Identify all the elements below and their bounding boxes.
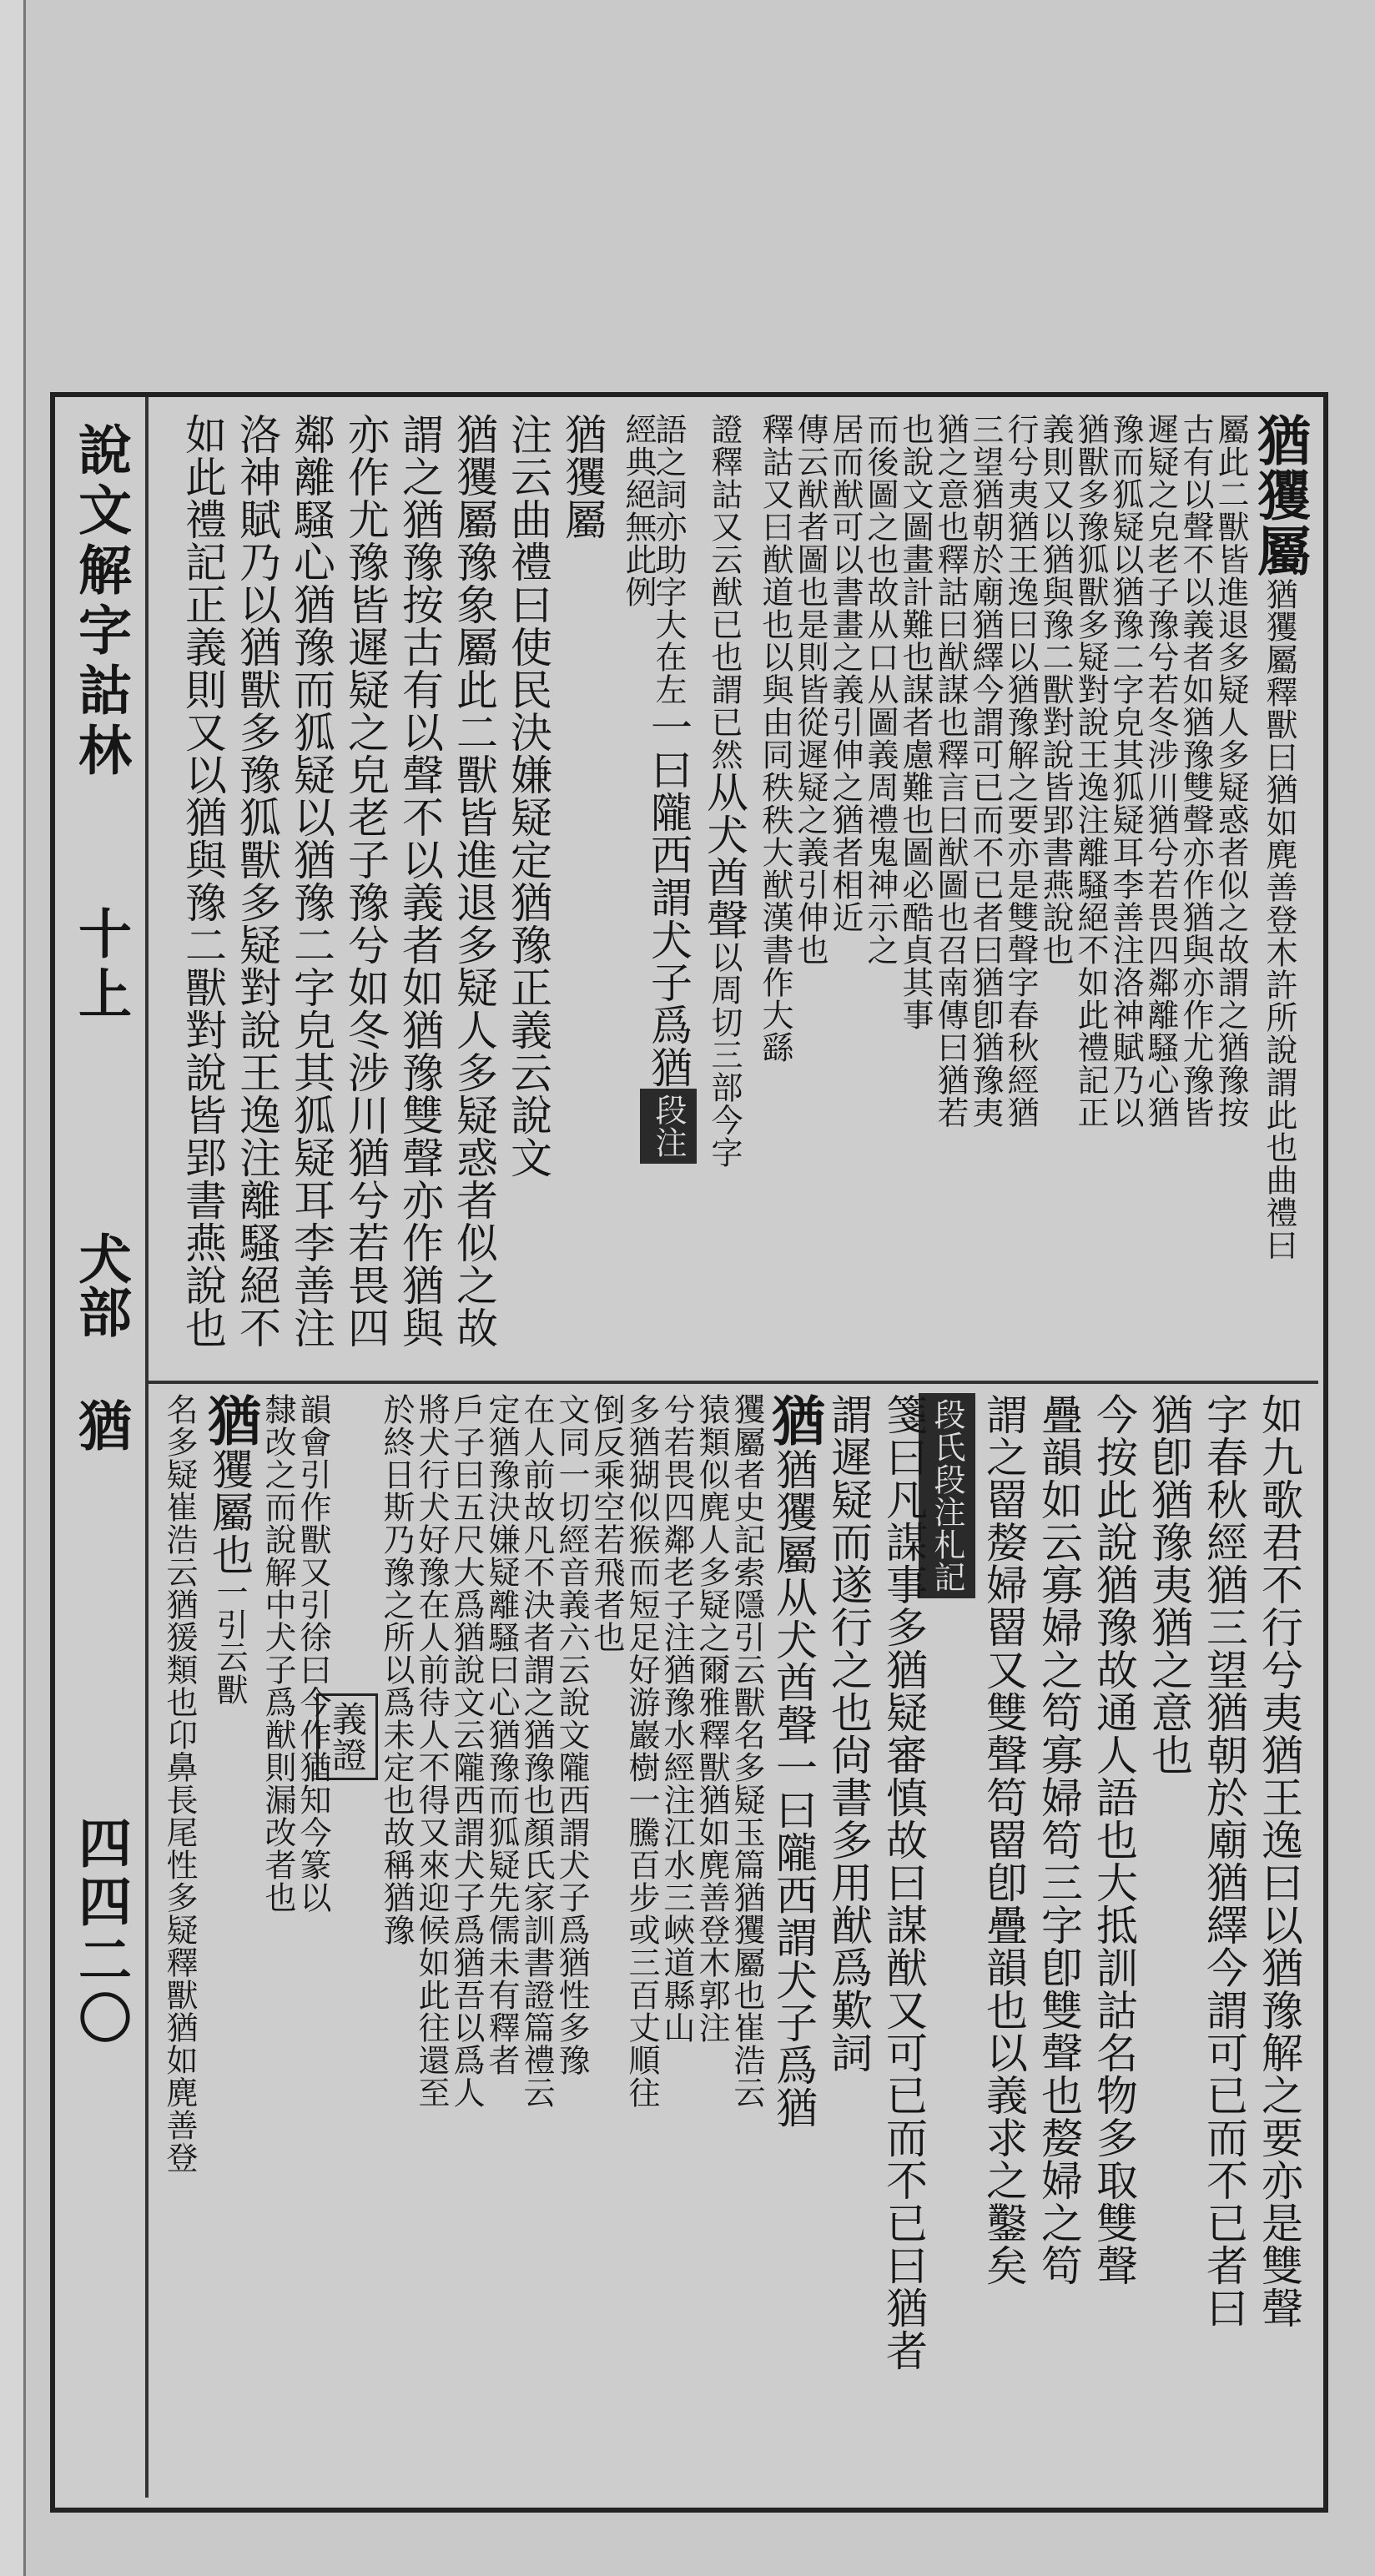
seal-character: 猶 <box>763 1393 825 1448</box>
commentary-column: 三望猶朝於廟猶繹今謂可已而不已者曰猶卽猶豫夷 <box>967 413 1004 1129</box>
lower-column: 猶卽猶豫夷猶之意也 <box>1145 1393 1193 1776</box>
commentary-column: 猶獸多豫狐獸多疑對說王逸注離騷絕不如此禮記正 <box>1072 413 1109 1129</box>
lower-small-column: 韻會引作獸又引徐曰今作猶知今篆以 <box>295 1393 331 1914</box>
headword-definition: 玃屬 <box>1248 468 1311 578</box>
secondary-column: 注云曲禮曰使民決嫌疑定猶豫正義云說文 <box>504 413 552 1179</box>
book-title: 說文解字詁林 <box>69 422 132 782</box>
lower-small-column: 於終日斯乃豫之所以爲未定也故稱猶豫 <box>378 1393 415 1946</box>
lower-column: 字春秋經猶三望猶朝於廟猶繹今謂可已而不已者曰 <box>1200 1393 1248 2329</box>
phonetic-gloss: 从犬酋聲 <box>700 771 748 941</box>
commentary-column: 傳云猷者圖也是則皆從遲疑之義引伸也 <box>792 413 829 966</box>
lower-text-block <box>159 1393 1306 2494</box>
lower-small-column: 名多疑崔浩云猶猨類也卬鼻長尾性多疑釋獸猶如麂善登 <box>161 1393 198 2174</box>
yizheng-tag: 義證 <box>316 1693 378 1780</box>
lower-small-column: 將犬行犬好豫在人前待人不得又來迎候如此往還至 <box>413 1393 450 2109</box>
lower-column: 如九歌君不行兮夷猶王逸曰以猶豫解之要亦是雙聲 <box>1255 1393 1303 2329</box>
commentary-column: 豫而狐疑以猶豫二字皃其狐疑耳李善注洛神賦乃以 <box>1107 413 1144 1129</box>
secondary-column: 洛神賦乃以猶獸多豫狐獸多疑對說王逸注離騷絕不 <box>233 413 281 1349</box>
lower-small-column: 猿類似麂人多疑之爾雅釋獸猶如麂善登木郭注 <box>693 1393 730 2044</box>
commentary-column: 古有以聲不以義者如猶豫雙聲亦作猶與亦作尤豫皆 <box>1177 413 1214 1129</box>
seal-character: 猶 <box>199 1393 261 1448</box>
secondary-column: 亦作尤豫皆遲疑之皃老子豫兮如冬涉川猶兮若畏四 <box>341 413 390 1349</box>
commentary-text: 語之詞亦助字大在左 <box>650 413 687 706</box>
lower-small-column: 定猶豫決嫌疑離騷曰心猶豫而狐疑先儒未有釋者 <box>483 1393 520 2076</box>
lower-column: 謂遲疑而遂行之也尙書多用猷爲歎詞 <box>824 1393 873 2074</box>
lower-column: 疊韻如云寡婦之笱寡婦笱三字卽雙聲也嫠婦之笱 <box>1035 1393 1083 2287</box>
commentary-column: 遲疑之皃老子豫兮若冬涉川猶兮若畏四鄰離騷心猶 <box>1142 413 1179 1129</box>
lower-small-column: 隸改之而說解中犬子爲猷則漏改者也 <box>259 1393 296 1914</box>
zhaji-tag: 段氏段注札記 <box>919 1393 975 1598</box>
upper-text-block <box>159 413 1311 1372</box>
lower-small-column: 在人前故凡不決者謂之猶豫也顏氏家訓書證篇禮云 <box>518 1393 555 2109</box>
chapter-label: 十上 <box>69 906 132 1026</box>
running-headword: 猶 <box>69 1398 132 1452</box>
alternate-reading: 一曰隴西謂犬子爲猶 <box>644 706 693 1089</box>
commentary-column: 屬此二獸皆進退多疑人多疑惑者似之故謂之猶豫按 <box>1212 413 1249 1129</box>
lower-heading-column <box>763 1393 825 2129</box>
secondary-column: 如此禮記正義則又以猶與豫二獸對說皆郢書燕說也 <box>179 413 227 1349</box>
lower-small-column: 兮若畏四鄰老子注猶豫水經注江水三峽道縣山 <box>658 1393 695 2044</box>
seal-character: 猶 <box>1248 413 1311 468</box>
lower-small-column: 多猶猢似猴而短足好游巖樹一騰百步或三百丈順往 <box>623 1393 660 2109</box>
lower-small-column: 文同一切經音義六云說文隴西謂犬子爲猶性多豫 <box>553 1393 590 2076</box>
lower-seal-column <box>199 1393 261 1706</box>
commentary-text: 證釋詁又云猷已也謂已然 <box>706 413 743 771</box>
lower-column: 謂之罶嫠婦罶又雙聲笱罶卽疊韻也以義求之鑿矣 <box>980 1393 1028 2287</box>
upper-heading-column <box>1248 413 1311 1261</box>
commentary-column: 釋詁又曰猷道也以與由同秩秩大猷漢書作大繇 <box>757 413 793 1064</box>
fanqie-gloss: 以周切三部今字 <box>706 941 743 1169</box>
commentary-column: 行兮夷猶王逸曰以猶豫解之要亦是雙聲字春秋經猶 <box>1002 413 1039 1129</box>
note-text: 一引云獸 <box>211 1576 248 1706</box>
commentary-column: 猶之意也釋詁曰猷謀也釋言曰猷圖也召南傳曰猶若 <box>932 413 969 1129</box>
lower-small-column: 戶子曰五尺大爲猶說文云隴西謂犬子爲猶吾以爲人 <box>448 1393 485 2109</box>
running-head <box>53 397 149 2498</box>
lower-small-column: 玃屬者史記索隱引云獸名多疑玉篇猶玃屬也崔浩云 <box>728 1393 765 2109</box>
lower-column: 箋曰凡謀事多猶疑審慎故曰謀猷又可已而不已曰猶者 <box>879 1393 928 2372</box>
commentary-column: 也說文圖畫計難也謀者慮難也圖必酷貞其事 <box>897 413 934 1031</box>
radical-section: 犬部 <box>69 1231 132 1338</box>
headword-definition: 玃屬也 <box>205 1448 254 1576</box>
commentary-column: 居而猷可以書畫之義引伸之猶者相近 <box>827 413 864 933</box>
secondary-column: 猶玃屬豫象屬此二獸皆進退多疑人多疑惑者似之故 <box>450 413 498 1349</box>
headword-entry: 猶玃屬从犬酋聲一曰隴西謂犬子爲猶 <box>769 1448 818 2129</box>
lower-small-column: 倒反乘空若飛者也 <box>588 1393 625 1653</box>
commentary-column: 義則又以猶與豫二獸對說皆郢書燕說也 <box>1037 413 1074 966</box>
section-divider <box>145 1381 1318 1384</box>
page-number: 四四二〇 <box>69 1815 132 2049</box>
secondary-column: 鄰離騷心猶豫而狐疑以猶豫二字皃其狐疑耳李善注 <box>287 413 335 1349</box>
commentary-text: 猶玃屬釋獸曰猶如麂善登木許所說謂此也曲禮曰 <box>1261 578 1297 1261</box>
secondary-column: 謂之猶豫按古有以聲不以義者如猶豫雙聲亦作猶與 <box>395 413 444 1349</box>
duan-zhu-tag: 段注 <box>640 1089 697 1164</box>
upper-phonetic-column <box>698 413 751 1169</box>
lower-column: 今按此說猶豫故通人語也大抵訓詁名物多取雙聲 <box>1090 1393 1138 2287</box>
secondary-heading: 猶玃屬 <box>558 413 607 541</box>
commentary-column: 而後圖之也故从口从圖義周禮鬼神示之 <box>862 413 899 966</box>
binding-gutter <box>0 0 26 2576</box>
commentary-column: 經典絕無此例 <box>620 413 657 608</box>
